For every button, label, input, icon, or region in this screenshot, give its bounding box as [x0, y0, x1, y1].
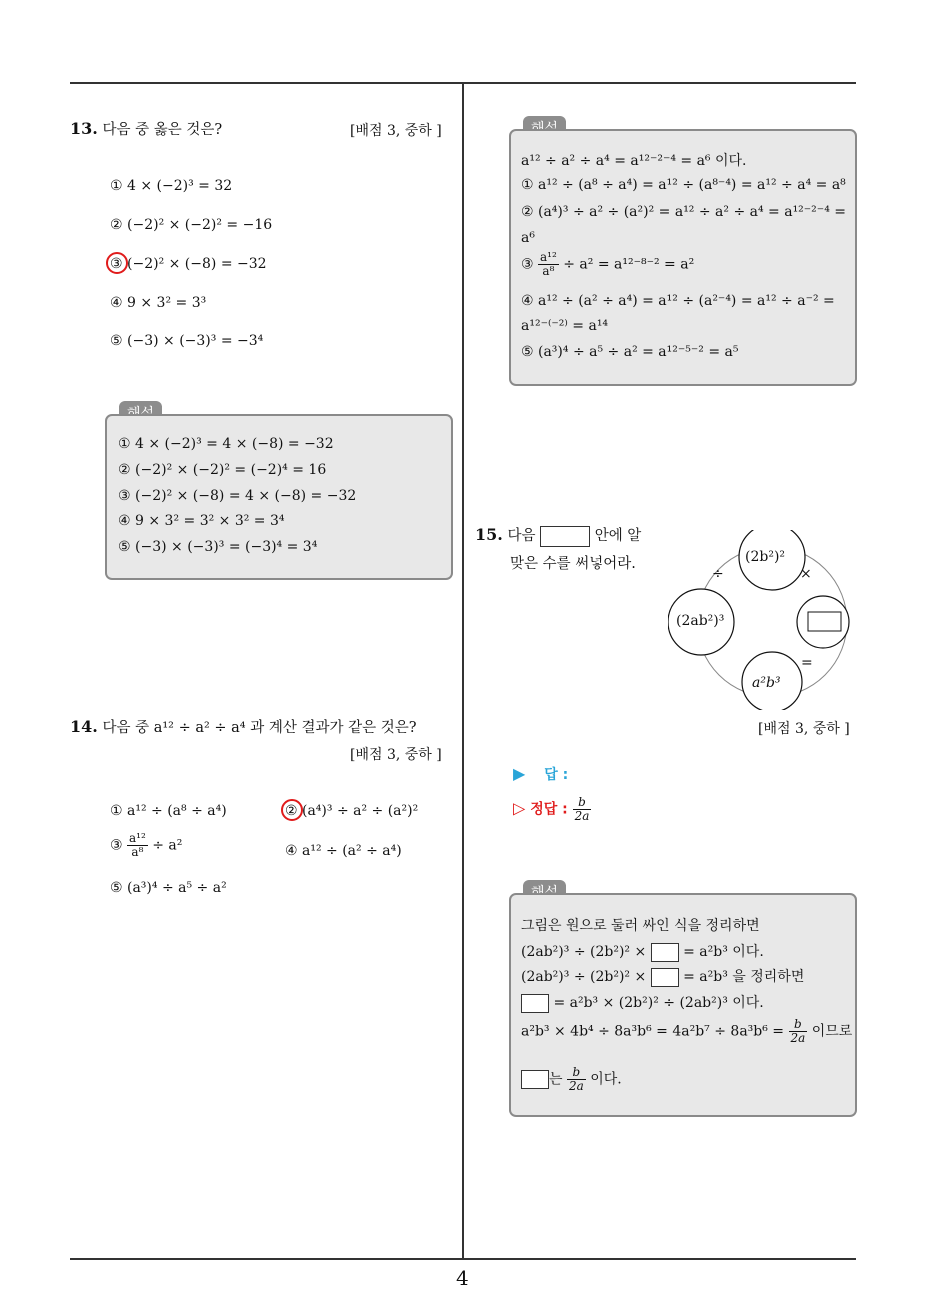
q15-sol-part: 이다. [590, 1071, 622, 1088]
play-triangle-icon: ▶ [513, 764, 526, 783]
diagram-label-left: (2ab²)³ [676, 613, 725, 629]
q15-question-line2: 맞은 수를 써넣어라. [510, 556, 636, 572]
q14-solution-line: a⁶ [521, 230, 535, 246]
q13-question [70, 118, 222, 139]
q14-selected-circle [281, 799, 303, 821]
q13-solution-line: ⑤ (−3) × (−3)³ = (−3)⁴ = 3⁴ [118, 539, 318, 555]
fraction-numerator: a¹² [129, 831, 146, 845]
q13-selected-circle [106, 252, 128, 274]
q14-option-3-tail: ÷ a² [152, 837, 183, 854]
fraction-numerator: a¹² [540, 250, 557, 264]
q14-solution-line: ⑤ (a³)⁴ ÷ a⁵ ÷ a² = a¹²⁻⁵⁻² = a⁵ [521, 344, 739, 360]
answer-row [513, 764, 568, 784]
q14-option-1[interactable]: ① a¹² ÷ (a⁸ ÷ a⁴) [110, 803, 227, 819]
page-number: 4 [456, 1266, 469, 1290]
q13-option-3[interactable]: ③ (−2)² × (−8) = −32 [110, 256, 267, 272]
q13-option-1[interactable]: ① 4 × (−2)³ = 32 [110, 178, 233, 194]
q14-question [70, 716, 417, 737]
fraction-denominator: a⁸ [131, 845, 144, 859]
q14-option-3-number: ③ [110, 837, 123, 854]
q15-number: 15. [475, 525, 503, 544]
fraction-denominator: a⁸ [542, 264, 555, 278]
q15-sol-fraction [789, 1018, 808, 1045]
blank-box [651, 943, 679, 962]
q15-solution-line [521, 1018, 852, 1045]
q13-text: 다음 중 옳은 것은? [102, 122, 223, 138]
q14-option-5[interactable]: ⑤ (a³)⁴ ÷ a⁵ ÷ a² [110, 880, 227, 896]
blank-box [521, 1070, 549, 1089]
fraction-numerator: b [573, 796, 592, 810]
q15-question [475, 524, 641, 547]
fraction-numerator: b [789, 1018, 808, 1032]
blank-box [651, 968, 679, 987]
q14-option-3[interactable] [110, 832, 182, 859]
q15-solution-line [521, 992, 764, 1013]
q13-number: 13. [70, 119, 98, 138]
blank-box [521, 994, 549, 1013]
fraction-denominator: 2a [574, 809, 590, 823]
column-divider [462, 82, 464, 1260]
q14-solution-line [521, 251, 694, 278]
answer-label: 답 : [544, 767, 569, 783]
q15-sol-part: = a²b³ × (2b²)² ÷ (2ab²)³ 이다. [553, 995, 764, 1011]
q15-solution-line [521, 966, 804, 987]
q15-solution-line [521, 941, 764, 962]
fraction-denominator: 2a [790, 1031, 806, 1045]
q14-text: 다음 중 a¹² ÷ a² ÷ a⁴ 과 계산 결과가 같은 것은? [102, 720, 417, 736]
q15-text-b: 안에 알 [594, 528, 642, 544]
q13-score: [배점 3, 중하 ] [350, 123, 442, 139]
correct-label: 정답 : [530, 801, 568, 818]
fraction-numerator: b [567, 1066, 586, 1080]
q15-sol-part: = a²b³ 을 정리하면 [683, 969, 805, 985]
q14-solution-line: a¹²⁻⁽⁻²⁾ = a¹⁴ [521, 318, 609, 334]
diagram-op-divide: ÷ [712, 566, 724, 582]
q14-score: [배점 3, 중하 ] [350, 747, 442, 763]
q15-sol-part: (2ab²)³ ÷ (2b²)² × [521, 969, 647, 985]
q13-solution-line: ④ 9 × 3² = 3² × 3² = 3⁴ [118, 513, 285, 529]
q14-solution-line: ④ a¹² ÷ (a² ÷ a⁴) = a¹² ÷ (a²⁻⁴) = a¹² ÷ a⁻² = [521, 293, 835, 309]
q14-solution-tail: ÷ a² = a¹²⁻⁸⁻² = a² [563, 256, 695, 273]
q15-text-a: 다음 [507, 528, 536, 544]
diagram-label-bottom: a²b³ [752, 675, 781, 691]
fraction-denominator: 2a [568, 1079, 584, 1093]
q14-solution-num: ③ [521, 256, 534, 273]
q14-solution-line: ① a¹² ÷ (a⁸ ÷ a⁴) = a¹² ÷ (a⁸⁻⁴) = a¹² ÷ a⁴ = a⁸ [521, 177, 846, 193]
q13-option-5[interactable]: ⑤ (−3) × (−3)³ = −3⁴ [110, 333, 264, 349]
q15-sol-part: 이므로 [811, 1023, 853, 1040]
q14-option-2[interactable]: ② (a⁴)³ ÷ a² ÷ (a²)² [285, 803, 419, 819]
blank-box [540, 526, 590, 547]
q15-sol-part: 는 [549, 1071, 563, 1088]
q14-solution-fraction [538, 251, 559, 278]
diagram-op-multiply: × [800, 566, 812, 582]
q14-option-3-fraction [127, 832, 148, 859]
q15-score: [배점 3, 중하 ] [758, 721, 850, 737]
q14-number: 14. [70, 717, 98, 736]
q13-solution-line: ① 4 × (−2)³ = 4 × (−8) = −32 [118, 436, 334, 452]
q15-sol-part: a²b³ × 4b⁴ ÷ 8a³b⁶ = 4a²b⁷ ÷ 8a³b⁶ = [521, 1023, 785, 1040]
correct-answer-row [513, 796, 591, 823]
q15-solution-line [521, 1066, 622, 1093]
q13-option-4[interactable]: ④ 9 × 3² = 3³ [110, 295, 207, 311]
q15-solution-line: 그림은 원으로 둘러 싸인 식을 정리하면 [521, 918, 760, 934]
diagram-label-top: (2b²)² [745, 549, 786, 565]
q14-solution-line: a¹² ÷ a² ÷ a⁴ = a¹²⁻²⁻⁴ = a⁶ 이다. [521, 153, 747, 169]
q14-option-4[interactable]: ④ a¹² ÷ (a² ÷ a⁴) [285, 843, 402, 859]
correct-answer-fraction [573, 796, 592, 823]
q13-solution-line: ③ (−2)² × (−8) = 4 × (−8) = −32 [118, 488, 357, 504]
diagram-op-equals: = [801, 655, 813, 671]
q14-solution-line: ② (a⁴)³ ÷ a² ÷ (a²)² = a¹² ÷ a² ÷ a⁴ = a¹²⁻²⁻⁴ = [521, 204, 846, 220]
diagram-blank-box [808, 612, 841, 631]
q13-option-2[interactable]: ② (−2)² × (−2)² = −16 [110, 217, 273, 233]
q15-sol-part: = a²b³ 이다. [683, 944, 764, 960]
bottom-rule [70, 1258, 856, 1260]
q13-solution-line: ② (−2)² × (−2)² = (−2)⁴ = 16 [118, 462, 327, 478]
q15-sol-fraction [567, 1066, 586, 1093]
q15-sol-part: (2ab²)³ ÷ (2b²)² × [521, 944, 647, 960]
outline-triangle-icon: ▷ [513, 798, 526, 818]
